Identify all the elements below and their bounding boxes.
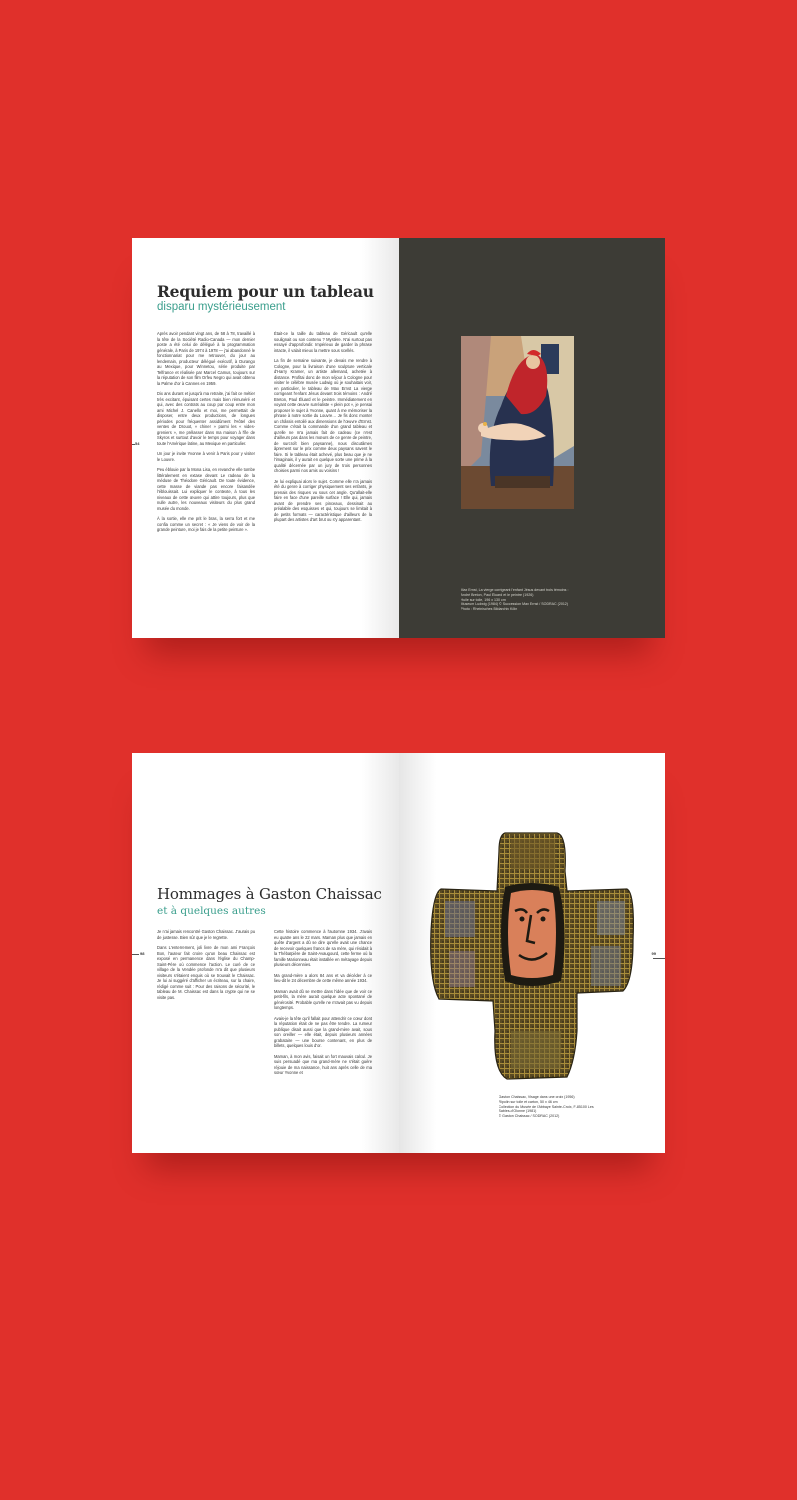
- image-caption: [461, 588, 611, 612]
- page-54: [132, 238, 399, 638]
- painting-chaissac-visage-croix: [427, 831, 637, 1081]
- paragraph: Après avoir pendant vingt ans, de 58 à 78, travaillé à la tête de la Société Radio-Canada — mon dernier poste a été celui de délégué à la programmation générale, à Paris de 1974 à 1978 — j'ai abandonné le fonctionnariat pour me retrouver, du jour au lendemain, producteur délégué exécutif, à Durango au Mexique, pour Winnetou, série produite par Telfrance et réalisée par Marcel Camus, toujours sur la réputation de son film Orfeu Negro qui avait obtenu la Palme d'or à Cannes en 1959.: [157, 331, 255, 386]
- page-99: [399, 753, 666, 1153]
- painting-max-ernst-vierge: [461, 336, 574, 509]
- paragraph: Un jour je invite Yvonne à venir à Paris pour y visiter le Louvre.: [157, 451, 255, 462]
- paragraph: Ma grand-mère a alors 84 ans et va décéder à ce lieu-dit le 24 décembre de cette même année 1934.: [274, 972, 372, 983]
- caption-line: Ripolin sur toile et carton, 50 x 46 cm: [498, 1099, 558, 1104]
- page-number: 99: [651, 951, 656, 956]
- paragraph: Dix ans durant et jusqu'à ma retraite, j'ai fait ce métier très excitant, épuisant certes mais bien rémunéré et qui, avec des contrats au coup par coup entre mon ami Michel J. Canello et moi, me permettait de disposer, entre deux productions, de longues périodes pour fréquenter assidûment l'Hôtel des ventes de Drouot, « chiner » parmi les « vides-greniers », me prélasser dans ma maison à l'île de Skyros et surtout d'avoir le temps pour voyager dans toute l'Amérique latine, au Mexique en particulier.: [157, 391, 255, 446]
- page-number-rule: [653, 958, 665, 959]
- paragraph: Était-ce la taille du tableau de Géricault qu'elle soulignait ou son contenu ? Mystère. N'ai surtout pas essayé d'approfondir. Impérieux de garder la phrase intacte, il valait mieux la mettre sous scellés.: [274, 331, 372, 353]
- page-number-rule: [132, 954, 139, 955]
- page-number-rule: [132, 444, 135, 445]
- spread-requiem: [132, 238, 665, 638]
- page-number: 98: [140, 951, 145, 956]
- caption-line: Gaston Chaissac, Visage dans une croix (1956): [498, 1095, 575, 1099]
- image-caption: [499, 1095, 649, 1119]
- paragraph: Avais-je la tête qu'il fallait pour attendrir ce cœur dont la réputation était de ne pas être tendre. La rumeur publique disait aussi que la grand-mère avait, sous son oreiller — elle était, depuis plusieurs années grabataire — une bourse contenant, en plus de billets, quelques louis d'or.: [274, 1015, 372, 1048]
- paragraph: Maman avait dû se mettre dans l'idée que de voir ce petit-fils, la mère aurait quelque acte spontané de générosité. Probable qu'elle ne m'avait pas vu depuis longtemps.: [274, 988, 372, 1010]
- caption-line: Huile sur toile, 196 x 130 cm: [460, 597, 506, 602]
- page-title: Requiem pour un tableau: [157, 282, 374, 301]
- caption-line: © Gaston Chaissac / SODRAC (2012): [498, 1114, 560, 1119]
- paragraph: Je lui expliquai alors le sujet. Comme elle n'a jamais été du genre à corriger physiquement ses enfants, je prenais des risques vu sous cet angle. Qu'allait-elle faire en face d'une pareille surface ! Elle qui, jamais avant de prendre ses pinceaux, dessinait au préalable des esquisses et qui, toujours se limitait à de petits formats — caractéristique d'ailleurs de la plupart des artistes d'art brut ou s'y apparentant.: [274, 478, 372, 522]
- page-number: 54: [135, 441, 140, 446]
- page-title: Hommages à Gaston Chaissac: [157, 885, 382, 903]
- text-column-2: [274, 331, 372, 528]
- caption-line: Collection du Musée de l'Abbaye Sainte-Croix, F-85100 Les: [498, 1104, 594, 1109]
- page-55: [399, 238, 666, 638]
- page-subtitle: disparu mystérieusement: [157, 301, 286, 313]
- caption-line: André Breton, Paul Éluard et le peintre (1926): [460, 592, 534, 597]
- caption-line: Photo : Rheinisches Bildarchiv Köln: [460, 607, 518, 612]
- caption-line: Sables-d'Olonne (1981): [498, 1109, 537, 1114]
- spread-chaissac: [132, 753, 665, 1153]
- text-column-1: [157, 331, 255, 538]
- page-98: [132, 753, 399, 1153]
- paragraph: À la sortie, elle me prit le bras, la serra fort et me confia comme un secret : « Je viens de voir de la grande peinture, moi je fais de la petite peinture ».: [157, 516, 255, 532]
- text-column-1: [157, 929, 255, 1005]
- caption-line: Museum Ludwig (1984) © Succession Max Ernst / SODRAC (2012): [460, 602, 569, 607]
- caption-line: Max Ernst, La vierge corrigeant l'enfant Jésus devant trois témoins :: [460, 588, 569, 592]
- page-subtitle: et à quelques autres: [157, 905, 266, 917]
- paragraph: Cette histoire commence à l'automne 1934. J'avais eu quatre ans le 22 mars. Maman plus que jamais en quête d'argent a dû se dire qu'elle avait une chance de recevoir quelques francs de sa mère, qui résidait à la Thébaïpière de Saint-Avaugourd, cette ferme où la famille Marionneau était installée en métayage depuis plusieurs décennies.: [274, 929, 372, 967]
- paragraph: Peu éblouie par la Mona Lisa, en revanche elle tombe littéralement en extase devant Le radeau de la méduse de Théodore Géricault. De toute évidence, cette masse de viande pas encore faisandée l'éblouissait. Lui expliquer le contexte, à tous les niveaux de cette œuvre qui attire toujours, plus que nulle autre, les nouveaux visiteurs du plus grand musée du monde.: [157, 467, 255, 511]
- text-column-2: [274, 929, 372, 1081]
- paragraph: Maman, à mon avis, faisait un fort mauvais calcul. Je suis persuadé que ma grand-mère ne s'était guère réjouie de ma naissance, huit ans après celle de ma sœur Yvonne et: [274, 1053, 372, 1075]
- paragraph: Je n'ai jamais rencontré Gaston Chaissac. J'aurais pu de justesse. Bien sûr que je le regrette.: [157, 929, 255, 940]
- paragraph: Dans L'enterrement, joli livre de mon ami François Bon, l'auteur fait croire qu'un beau Chaissac est exposé en permanence dans l'église du Champ-Saint-Père où commence l'action. Le curé de ce village de la Vendée profonde m'a dit que plusieurs visiteurs s'étaient enquis où se trouvait le Chaissac. Je lui ai suggéré d'afficher un écriteau, sur la chaire, rédigé comme suit : Pour des raisons de sécurité, le tableau de M. Chaissac est dans la crypte qui ne se visite pas.: [157, 945, 255, 1000]
- paragraph: La fin de semaine suivante, je devais me rendre à Cologne, pour la livraison d'une sculpture verticale d'Harry Kramer, un artiste allemand, achetée à distance. Profitai donc de mon séjour à Cologne pour visiter le célèbre musée Ludwig où je souhaitais voir, en particulier, le tableau de Max Ernst La vierge corrigeant l'enfant Jésus devant trois témoins : André Breton, Paul Éluard et le peintre. Immédiatement en voyant cette œuvre surréaliste « plein pot », je pensai proposer le sujet à Yvonne, quant à me mémoriser la phrase à notre sortie du Louvre… Je fis donc monter un châssis entoilé aux dimensions de l'œuvre d'Ernst. Comme c'était la commande d'un grand tableau et qu'elle ne m'a jamais fait de cadeau (ce n'est d'ailleurs pas dans les mœurs de ce genre de peintre, de surcroît bien paysanne), nous discutâmes âprement sur le prix comme deux paysans savent le faire. Si le tableau était achevé, plus beau que je ne l'imaginais, il y aurait en quelque sorte une prime à la qualité décernée par un jury de trois personnes choisies parmi nos amis ou voisins !: [274, 358, 372, 473]
